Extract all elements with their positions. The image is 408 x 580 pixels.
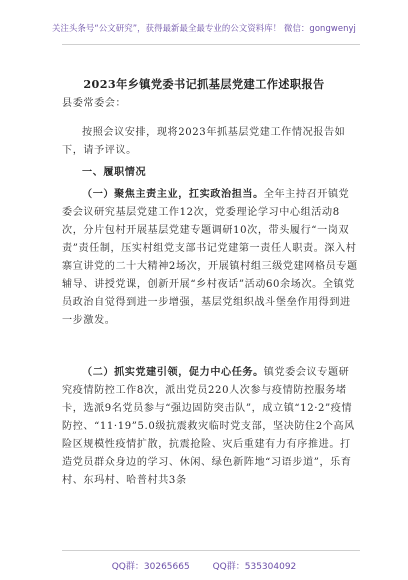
item-2-lead: （二）抓实党建引领，促力中心任务。 <box>82 367 264 378</box>
intro-paragraph: 按照会议安排，现将2023年抓基层党建工作情况报告如下，请予评议。 <box>62 127 346 156</box>
footer-qq-2[interactable]: QQ群：535304092 <box>212 562 297 572</box>
footer-divider <box>62 550 360 551</box>
promo-banner[interactable]: 关注头条号“公文研究”，获得最新最全最专业的公文资料库！ 微信：gongwenyj <box>52 23 356 33</box>
footer-qq-1[interactable]: QQ群：30265665 <box>111 562 190 572</box>
item-1-lead: （一）聚焦主责主业，扛实政治担当。 <box>82 189 264 200</box>
salutation: 县委常委会： <box>62 98 127 109</box>
header-divider <box>62 44 360 45</box>
paragraph-item-1 <box>62 186 360 330</box>
document-title: 2023年乡镇党委书记抓基层党建工作述职报告 <box>83 77 325 91</box>
footer <box>0 559 408 572</box>
paragraph-item-2 <box>62 364 360 490</box>
item-1-text: 全年主持召开镇党委会议研究基层党建工作12次，党委理论学习中心组活动8次，分片包村开展基层党建专题调研10次，带头履行“一岗双责”责任制，压实村组党支部书记党建第一责任人职责。深入村寨宣讲党的二十大精神2场次，开展镇村组三级党建网格员专题辅导、讲授党课，创新开展“乡村夜话”活动60余场次。全镇党员政治自觉得到进一步增强，基层党组织战斗堡垒作用得到进一步激发。 <box>62 189 358 326</box>
section-heading: 一、履职情况 <box>82 167 147 178</box>
item-2-text: 镇党委会议专题研究疫情防控工作8次，派出党员220人次参与疫情防控服务堵卡，选派9名党员参与“强边固防突击队”，成立镇“12·2”疫情防控、“11·19”5.0级抗震救灾临时党支部，坚决防住2个高风险区规模性疫情扩散，抗震抢险、灾后重建有力有序推进。打造党员群众身边的学习、休闲、绿色新阵地“习语步道”，乐育村、东玛村、哈普村共3条 <box>62 367 355 486</box>
